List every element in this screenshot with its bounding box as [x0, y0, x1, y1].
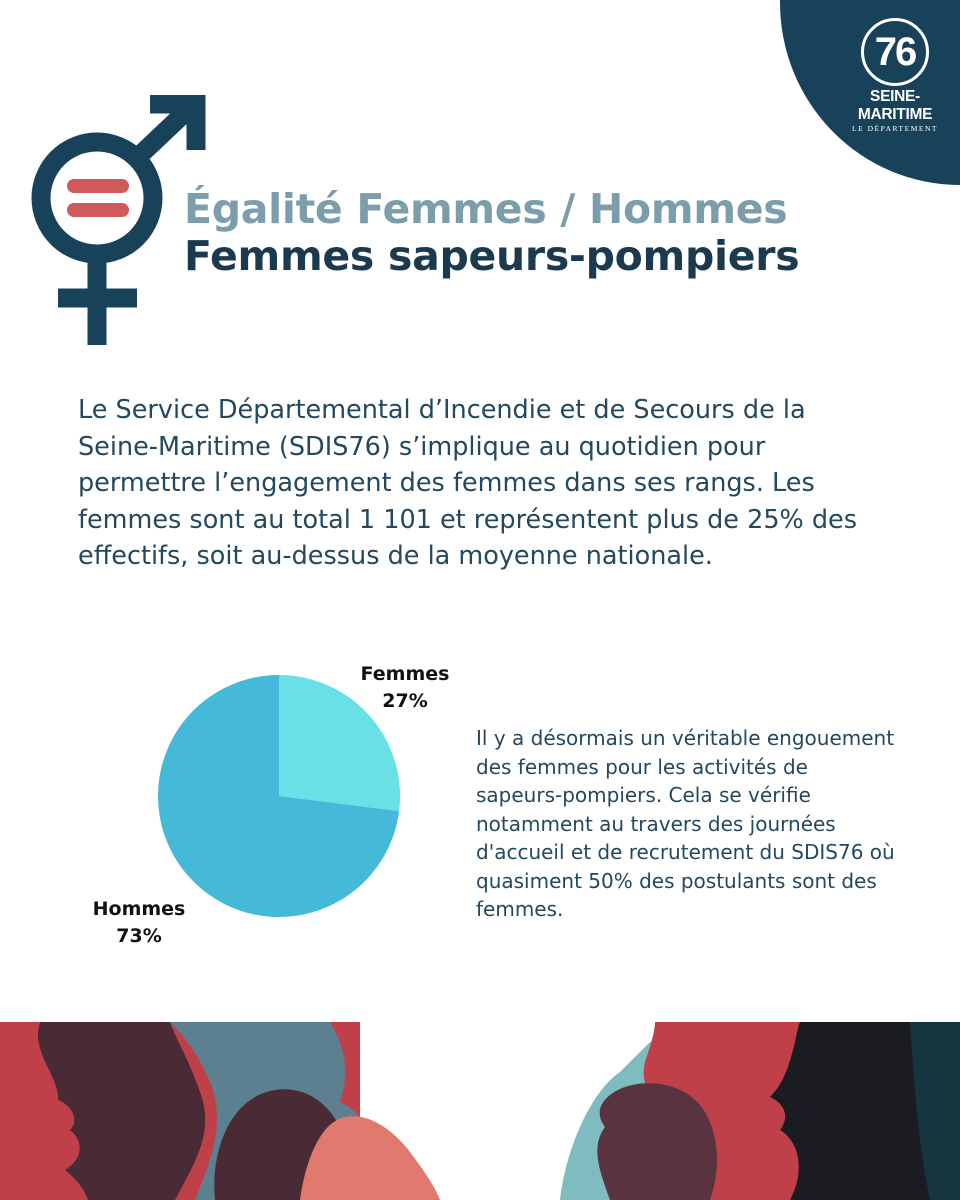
label-hommes-name: Hommes — [92, 898, 186, 920]
label-femmes-name: Femmes — [360, 663, 450, 685]
logo-number: 76 — [861, 18, 929, 86]
intro-paragraph: Le Service Départemental d’Incendie et de Secours de la Seine-Maritime (SDIS76) s’implique au quotidien pour permettre l’engagement des femmes dans ses rangs. Les femmes sont au total 1 101 et représentent plus de 25% des effectifs, soit au-dessus de la moyenne nationale. — [78, 395, 858, 571]
label-hommes-value: 73% — [116, 925, 162, 947]
side-paragraph: Il y a désormais un véritable engouement des femmes pour les activités de sapeurs-pompiers. Cela se vérifie notamment au travers des journées d'accueil et de recrutement du SDIS76 où quasiment 50% des postulants sont des femmes. — [476, 726, 895, 921]
title-line-2: Femmes sapeurs-pompiers — [184, 232, 800, 280]
title-line-1: Égalité Femmes / Hommes — [184, 185, 788, 233]
gender-equality-icon — [30, 95, 210, 350]
silhouettes-illustration — [0, 1022, 960, 1200]
label-femmes-value: 27% — [382, 690, 428, 712]
logo-name: SEINE-MARITIME — [857, 88, 933, 123]
pie-chart — [80, 650, 470, 950]
logo-subtitle: LE DÉPARTEMENT — [852, 124, 938, 133]
seine-maritime-logo[interactable] — [840, 18, 950, 133]
